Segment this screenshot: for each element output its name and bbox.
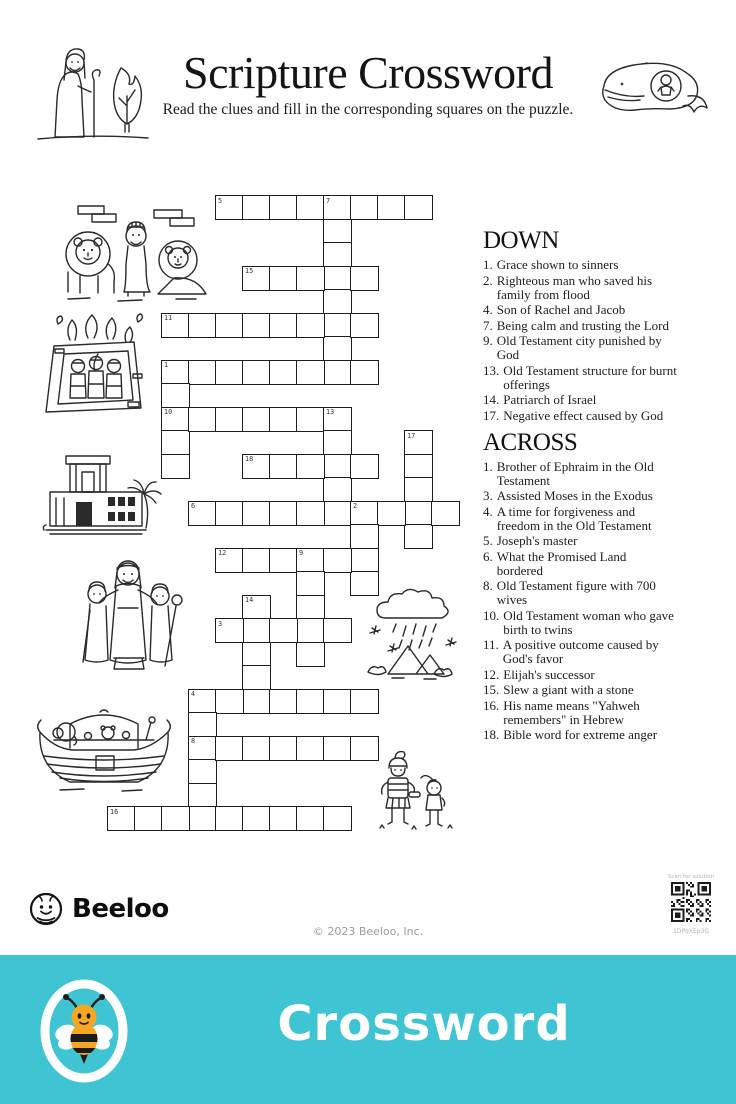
grid-cell[interactable]	[350, 736, 379, 761]
grid-cell[interactable]	[350, 313, 379, 338]
clue-text: Negative effect caused by God	[503, 407, 664, 423]
grid-cell[interactable]	[404, 195, 433, 220]
clue	[483, 579, 693, 607]
clue-number: 12.	[483, 666, 500, 682]
clue-number: 4.	[483, 503, 493, 519]
grid-cell[interactable]	[188, 313, 217, 338]
grid-cell[interactable]	[296, 360, 325, 385]
grid-cell[interactable]	[242, 618, 271, 643]
clue	[483, 409, 693, 423]
cell-number: 15	[245, 267, 254, 275]
cell-number: 17	[407, 431, 416, 440]
clue-text: Joseph's master	[496, 533, 578, 548]
cell-number: 9	[299, 549, 304, 557]
grid-cell[interactable]	[188, 360, 217, 385]
banner-title: Crossword	[277, 996, 571, 1052]
cell-number: 5	[218, 196, 223, 205]
grid-cell[interactable]	[296, 195, 325, 220]
grid-cell[interactable]	[296, 548, 325, 573]
cell-number: 16	[110, 807, 119, 816]
clue-text: Old Testament woman who gave birth to twins	[503, 607, 674, 637]
grid-cell[interactable]	[215, 360, 244, 385]
clue-number: 10.	[483, 607, 500, 623]
grid-cell[interactable]	[296, 454, 325, 479]
across-heading: ACROSS	[483, 428, 578, 456]
clue	[483, 728, 693, 742]
clue	[483, 638, 693, 666]
grid-cell[interactable]	[188, 806, 217, 831]
grid-cell[interactable]	[323, 195, 352, 220]
clue-text: Grace shown to sinners	[496, 257, 619, 272]
grid-cell[interactable]	[269, 454, 298, 479]
grid-cell[interactable]	[323, 336, 352, 361]
clue-text: What the Promised Land bordered	[496, 548, 627, 578]
clue-number: 1.	[483, 458, 493, 474]
grid-cell[interactable]	[161, 407, 190, 432]
grid-cell[interactable]	[134, 806, 163, 831]
grid-cell[interactable]	[161, 313, 190, 338]
footer-banner	[0, 955, 736, 1104]
clue-text: Old Testament figure with 700 wives	[496, 578, 656, 607]
clue-number: 1.	[483, 257, 493, 272]
grid-cell[interactable]	[296, 266, 325, 291]
copyright-text: © 2023 Beeloo, Inc.	[312, 925, 424, 938]
clue-number: 15.	[483, 682, 500, 697]
clue-number: 14.	[483, 392, 500, 407]
grid-cell[interactable]	[161, 430, 190, 455]
clue-text: Slew a giant with a stone	[503, 682, 634, 697]
across-clue-list	[483, 460, 693, 743]
grid-cell[interactable]	[188, 689, 217, 714]
grid-cell[interactable]	[323, 736, 352, 761]
grid-cell[interactable]	[404, 524, 433, 549]
clue-text: Elijah's successor	[503, 666, 595, 682]
down-heading: DOWN	[483, 227, 559, 254]
clue	[483, 393, 693, 407]
grid-cell[interactable]	[323, 407, 352, 432]
jonah-whale-icon	[590, 50, 714, 128]
grid-cell[interactable]	[350, 524, 379, 549]
grid-cell[interactable]	[242, 806, 271, 831]
clue	[483, 550, 693, 578]
clue	[483, 534, 693, 548]
grid-cell[interactable]	[215, 501, 244, 526]
grid-cell[interactable]	[242, 642, 271, 667]
grid-cell[interactable]	[404, 430, 433, 455]
grid-cell[interactable]	[350, 501, 379, 526]
clue-number: 7.	[483, 317, 493, 333]
clue-text: Son of Rachel and Jacob	[496, 302, 626, 317]
cell-number: 7	[326, 196, 331, 205]
qr-caption-top: Scan for solution	[667, 874, 715, 880]
beeloo-bee-face-icon	[28, 891, 64, 927]
page-subtitle: Read the clues and fill in the corresponding squares on the puzzle.	[162, 101, 574, 118]
grid-cell[interactable]	[350, 195, 379, 220]
grid-cell[interactable]	[242, 313, 271, 338]
grid-cell[interactable]	[269, 618, 298, 643]
cell-number: 2	[353, 502, 358, 510]
grid-cell[interactable]	[296, 689, 325, 714]
grid-cell[interactable]	[296, 407, 325, 432]
grid-cell[interactable]	[107, 806, 136, 831]
clue-text: Patriarch of Israel	[503, 392, 597, 407]
grid-cell[interactable]	[269, 548, 298, 573]
grid-cell[interactable]	[269, 360, 298, 385]
grid-cell[interactable]	[323, 618, 352, 643]
cell-number: 3	[218, 619, 223, 628]
grid-cell[interactable]	[215, 548, 244, 573]
grid-cell[interactable]	[215, 736, 244, 761]
grid-cell[interactable]	[188, 783, 217, 808]
grid-cell[interactable]	[242, 548, 271, 573]
grid-cell[interactable]	[188, 736, 217, 761]
grid-cell[interactable]	[296, 618, 325, 643]
grid-cell[interactable]	[323, 219, 352, 244]
clue	[483, 668, 693, 682]
clue	[483, 303, 693, 317]
clue	[483, 699, 693, 727]
clue-number: 4.	[483, 302, 493, 317]
clue	[483, 683, 693, 697]
cell-number: 6	[191, 502, 196, 510]
clue-text: Brother of Ephraim in the Old Testament	[496, 458, 654, 488]
clue-number: 8.	[483, 578, 493, 593]
clue-text: Old Testament city punished by God	[496, 333, 662, 362]
crossword-grid	[107, 195, 461, 832]
grid-cell[interactable]	[296, 642, 325, 667]
grid-cell[interactable]	[350, 548, 379, 573]
grid-cell[interactable]	[269, 313, 298, 338]
clue	[483, 609, 693, 637]
clue	[483, 334, 693, 362]
clue-number: 2.	[483, 272, 493, 288]
grid-cell[interactable]	[161, 806, 190, 831]
grid-cell[interactable]	[350, 454, 379, 479]
clue-number: 16.	[483, 697, 500, 713]
grid-cell[interactable]	[296, 571, 325, 596]
page-title: Scripture Crossword	[183, 47, 553, 98]
clues-panel	[483, 228, 693, 744]
grid-cell[interactable]	[350, 571, 379, 596]
grid-cell[interactable]	[323, 806, 352, 831]
cell-number: 1	[164, 361, 169, 369]
clue	[483, 274, 693, 302]
grid-cell[interactable]	[377, 195, 406, 220]
grid-cell[interactable]	[242, 360, 271, 385]
cell-number: 10	[164, 408, 173, 416]
grid-cell[interactable]	[215, 407, 244, 432]
grid-cell[interactable]	[296, 595, 325, 620]
grid-cell[interactable]	[242, 736, 271, 761]
grid-cell[interactable]	[404, 501, 433, 526]
clue-text: Assisted Moses in the Exodus	[496, 488, 653, 503]
cell-number: 18	[245, 455, 254, 463]
clue-number: 6.	[483, 548, 493, 564]
cell-number: 14	[245, 596, 254, 604]
grid-cell[interactable]	[296, 313, 325, 338]
cell-number: 13	[326, 408, 335, 416]
qr-code	[671, 882, 711, 922]
qr-block	[666, 874, 716, 935]
clue	[483, 319, 693, 333]
grid-cell[interactable]	[215, 313, 244, 338]
clue-number: 3.	[483, 488, 493, 503]
grid-cell[interactable]	[404, 477, 433, 502]
clue-text: Being calm and trusting the Lord	[496, 317, 669, 333]
brand-name: Beeloo	[72, 894, 169, 924]
grid-cell[interactable]	[188, 759, 217, 784]
clue	[483, 489, 693, 503]
clue-number: 18.	[483, 727, 500, 742]
grid-cell[interactable]	[188, 501, 217, 526]
clue	[483, 460, 693, 488]
grid-cell[interactable]	[323, 360, 352, 385]
grid-cell[interactable]	[242, 407, 271, 432]
down-clue-list	[483, 258, 693, 423]
grid-cell[interactable]	[215, 618, 244, 643]
grid-cell[interactable]	[323, 242, 352, 267]
grid-cell[interactable]	[323, 430, 352, 455]
cell-number: 11	[164, 314, 173, 322]
grid-cell[interactable]	[431, 501, 460, 526]
grid-cell[interactable]	[269, 195, 298, 220]
clue	[483, 505, 693, 533]
clue-text: Bible word for extreme anger	[503, 727, 658, 742]
cell-number: 8	[191, 737, 196, 745]
grid-cell[interactable]	[269, 407, 298, 432]
grid-cell[interactable]	[323, 501, 352, 526]
grid-cell[interactable]	[323, 313, 352, 338]
grid-cell[interactable]	[296, 501, 325, 526]
grid-cell[interactable]	[242, 501, 271, 526]
grid-cell[interactable]	[269, 689, 298, 714]
clue-number: 11.	[483, 637, 499, 652]
grid-cell[interactable]	[188, 712, 217, 737]
qr-caption-bottom: 1DPqXEp3G	[672, 928, 710, 935]
grid-cell[interactable]	[350, 689, 379, 714]
grid-cell[interactable]	[269, 736, 298, 761]
grid-cell[interactable]	[323, 289, 352, 314]
grid-cell[interactable]	[323, 266, 352, 291]
grid-cell[interactable]	[242, 454, 271, 479]
grid-cell[interactable]	[242, 266, 271, 291]
grid-cell[interactable]	[269, 266, 298, 291]
clue-text: Old Testament structure for burnt offerings	[503, 362, 677, 392]
grid-cell[interactable]	[296, 736, 325, 761]
grid-cell[interactable]	[323, 689, 352, 714]
grid-cell[interactable]	[161, 454, 190, 479]
grid-cell[interactable]	[242, 665, 271, 690]
grid-cell[interactable]	[215, 689, 244, 714]
grid-cell[interactable]	[161, 360, 190, 385]
clue	[483, 258, 693, 272]
clue-number: 5.	[483, 533, 493, 548]
grid-cell[interactable]	[269, 806, 298, 831]
cell-number: 4	[191, 690, 196, 698]
grid-cell[interactable]	[242, 195, 271, 220]
grid-cell[interactable]	[377, 501, 406, 526]
clue-text: A positive outcome caused by God's favor	[502, 637, 659, 666]
clue	[483, 364, 693, 392]
grid-cell[interactable]	[161, 383, 190, 408]
beeloo-logo	[28, 891, 169, 927]
grid-cell[interactable]	[215, 195, 244, 220]
clue-text: A time for forgiveness and freedom in the Old Testament	[496, 503, 652, 533]
grid-cell[interactable]	[296, 806, 325, 831]
grid-cell[interactable]	[188, 407, 217, 432]
grid-cell[interactable]	[269, 501, 298, 526]
clue-number: 17.	[483, 407, 500, 423]
grid-cell[interactable]	[323, 454, 352, 479]
clue-number: 13.	[483, 362, 500, 378]
grid-cell[interactable]	[323, 548, 352, 573]
clue-text: His name means "Yahweh remembers" in Hebrew	[503, 697, 640, 727]
clue-text: Righteous man who saved his family from flood	[496, 272, 653, 302]
grid-cell[interactable]	[242, 595, 271, 620]
grid-cell[interactable]	[404, 454, 433, 479]
grid-cell[interactable]	[350, 266, 379, 291]
cell-number: 12	[218, 549, 227, 557]
grid-cell[interactable]	[323, 477, 352, 502]
grid-cell[interactable]	[350, 360, 379, 385]
clue-number: 9.	[483, 333, 493, 348]
grid-cell[interactable]	[242, 689, 271, 714]
grid-cell[interactable]	[215, 806, 244, 831]
